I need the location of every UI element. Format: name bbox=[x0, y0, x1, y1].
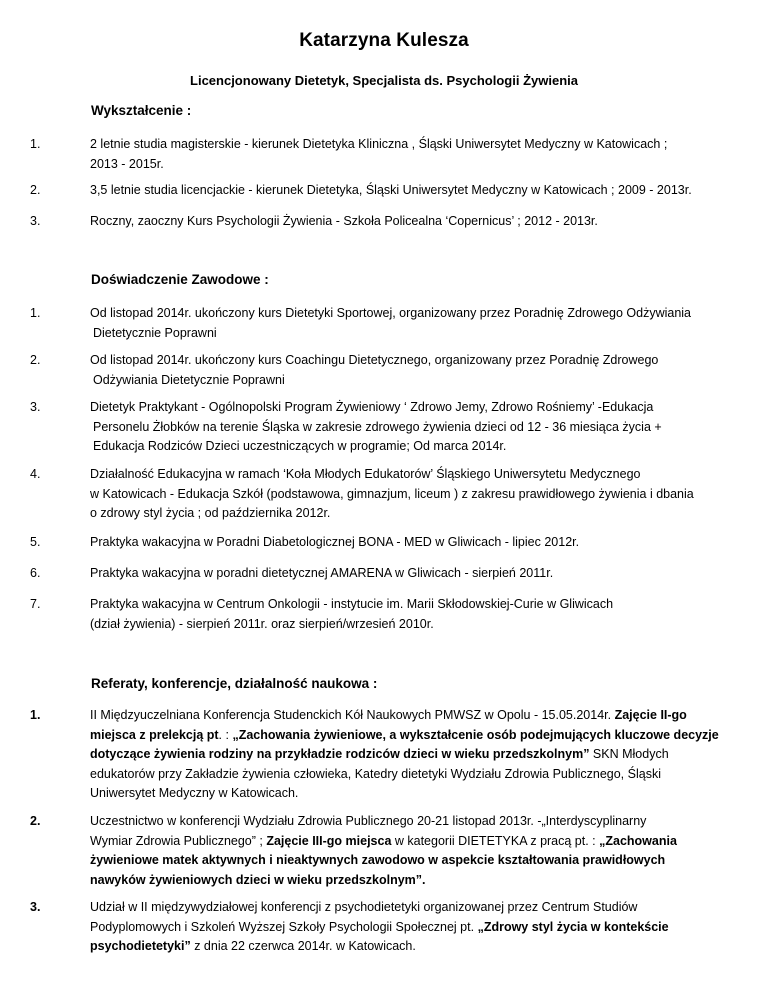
talk-title: żywieniowe matek aktywnych i nieaktywnych zawodowo w aspekcie kształtowania prawidłowych bbox=[90, 853, 666, 867]
conferences-heading: Referaty, konferencje, działalność naukowa : bbox=[91, 676, 378, 691]
experience-heading: Doświadczenie Zawodowe : bbox=[91, 272, 269, 287]
talk-title: dotyczące żywienia rodziny na przykładzie rodziców dzieci w wieku przedszkolnym” bbox=[90, 747, 590, 761]
experience-item bbox=[30, 351, 745, 390]
talk-title: „Zachowania żywieniowe, a wykształcenie osób podejmujących kluczowe decyzje bbox=[232, 727, 719, 742]
list-number: 1. bbox=[30, 137, 41, 151]
item-line: w Katowicach - Edukacja Szkół (podstawowa, gimnazjum, liceum ) z zakresu prawidłowego żywienia i dbania bbox=[90, 486, 694, 501]
item-line: Dietetyk Praktykant - Ogólnopolski Program Żywieniowy ‘ Zdrowo Jemy, Zdrowo Rośniemy’ -Edukacja bbox=[90, 400, 654, 414]
conference-item bbox=[30, 812, 745, 890]
experience-item bbox=[30, 398, 745, 457]
item-line: Od listopad 2014r. ukończony kurs Dietetyki Sportowej, organizowany przez Poradnię Zdrowego Odżywiania bbox=[90, 306, 692, 320]
talk-title: „Zdrowy styl życia w kontekście bbox=[477, 919, 669, 934]
item-line: Edukacja Rodziców Dzieci uczestniczących w programie; Od marca 2014r. bbox=[93, 439, 507, 453]
item-line: Odżywiania Dietetycznie Poprawni bbox=[93, 372, 285, 387]
talk-title: „Zachowania bbox=[599, 833, 677, 848]
list-number: 1. bbox=[30, 708, 41, 722]
item-line: Roczny, zaoczny Kurs Psychologii Żywienia - Szkoła Policealna ‘Copernicus’ ; 2012 - 2013r. bbox=[90, 214, 598, 228]
conference-text: SKN Młodych bbox=[589, 747, 669, 761]
list-number: 2. bbox=[30, 183, 41, 197]
item-line: Działalność Edukacyjna w ramach ‘Koła Młodych Edukatorów’ Śląskiego Uniwersytetu Medycznego bbox=[90, 467, 641, 481]
item-line: o zdrowy styl życia ; od października 2012r. bbox=[90, 506, 331, 520]
item-line: Uczestnictwo w konferencji Wydziału Zdrowia Publicznego 20-21 listopad 2013r. -„Interdyscyplinarny bbox=[90, 814, 647, 828]
education-item bbox=[30, 181, 745, 201]
award-text: Zajęcie II-go bbox=[614, 708, 687, 722]
item-line: 2 letnie studia magisterskie - kierunek Dietetyka Kliniczna , Śląski Uniwersytet Medyczny w Katowicach ; bbox=[90, 137, 668, 151]
item-line bbox=[90, 937, 745, 957]
list-number: 2. bbox=[30, 353, 41, 367]
experience-item bbox=[30, 595, 745, 634]
list-number: 3. bbox=[30, 900, 41, 914]
item-line: Uniwersytet Medyczny w Katowicach. bbox=[90, 786, 299, 800]
person-name: Katarzyna Kulesza bbox=[299, 30, 469, 51]
conference-item bbox=[30, 706, 745, 804]
education-item bbox=[30, 135, 745, 174]
award-text: miejsca z prelekcją pt bbox=[90, 727, 219, 742]
item-line bbox=[90, 745, 745, 765]
list-number: 7. bbox=[30, 597, 41, 611]
list-number: 3. bbox=[30, 214, 41, 228]
item-line: Personelu Żłobków na terenie Śląska w zakresie zdrowego żywienia dzieci od 12 - 36 miesiąca życia + bbox=[93, 419, 662, 434]
item-line bbox=[90, 706, 745, 726]
conference-text: II Międzyuczelniana Konferencja Studenckich Kół Naukowych PMWSZ w Opolu - 15.05.2014r. bbox=[90, 708, 615, 722]
talk-title: nawyków żywieniowych dzieci w wieku przedszkolnym”. bbox=[90, 872, 426, 887]
conference-text: z dnia 22 czerwca 2014r. w Katowicach. bbox=[190, 939, 416, 953]
education-item bbox=[30, 212, 745, 232]
experience-item bbox=[30, 304, 745, 343]
list-number: 4. bbox=[30, 467, 41, 481]
list-number: 3. bbox=[30, 400, 41, 414]
item-line: Praktyka wakacyjna w Poradni Diabetologicznej BONA - MED w Gliwicach - lipiec 2012r. bbox=[90, 535, 580, 549]
item-line: Dietetycznie Poprawni bbox=[93, 325, 217, 340]
conference-text: Podyplomowych i Szkoleń Wyższej Szkoły Psychologii Społecznej pt. bbox=[90, 919, 478, 934]
experience-item bbox=[30, 465, 745, 524]
item-line: 3,5 letnie studia licencjackie - kierunek Dietetyka, Śląski Uniwersytet Medyczny w Katowicach ; 2009 - 2013r. bbox=[90, 183, 692, 197]
item-line: Praktyka wakacyjna w Centrum Onkologii - instytucie im. Marii Skłodowskiej-Curie w Gliwicach bbox=[90, 597, 614, 611]
item-line: Udział w II międzywydziałowej konferencji z psychodietetyki organizowanej przez Centrum Studiów bbox=[90, 900, 638, 914]
item-line: 2013 - 2015r. bbox=[90, 156, 164, 171]
item-line: (dział żywienia) - sierpień 2011r. oraz sierpień/wrzesień 2010r. bbox=[90, 616, 434, 631]
list-number: 2. bbox=[30, 814, 41, 828]
item-line bbox=[90, 726, 745, 746]
talk-title: psychodietetyki” bbox=[90, 939, 191, 953]
experience-item bbox=[30, 533, 745, 553]
item-line: edukatorów przy Zakładzie żywienia człowieka, Katedry dietetyki Wydziału Zdrowia Publicznego, Śląski bbox=[90, 766, 661, 781]
experience-item bbox=[30, 564, 745, 584]
conference-text: w kategorii DIETETYKA z pracą pt. : bbox=[391, 833, 600, 848]
item-line bbox=[90, 918, 745, 938]
education-heading: Wykształcenie : bbox=[91, 103, 192, 118]
award-text: Zajęcie III-go miejsca bbox=[266, 833, 392, 848]
list-number: 6. bbox=[30, 566, 41, 580]
conference-text: . : bbox=[218, 727, 233, 742]
item-line bbox=[90, 832, 745, 852]
item-line: Od listopad 2014r. ukończony kurs Coachingu Dietetycznego, organizowany przez Poradnię Zdrowego bbox=[90, 353, 659, 367]
item-line: Praktyka wakacyjna w poradni dietetycznej AMARENA w Gliwicach - sierpień 2011r. bbox=[90, 566, 554, 580]
conference-item bbox=[30, 898, 745, 957]
job-title: Licencjonowany Dietetyk, Specjalista ds. Psychologii Żywienia bbox=[190, 73, 578, 88]
list-number: 5. bbox=[30, 535, 41, 549]
list-number: 1. bbox=[30, 306, 41, 320]
conference-text: Wymiar Zdrowia Publicznego” ; bbox=[90, 833, 267, 848]
